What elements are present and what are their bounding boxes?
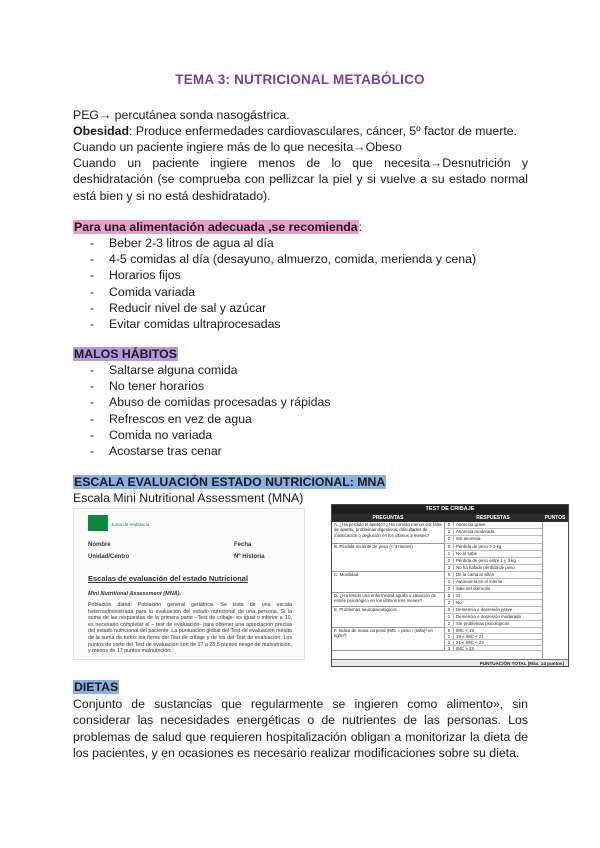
list-item: - Abuso de comidas procesadas y rápidas	[90, 394, 330, 410]
option-row: 2 Sin anorexia	[444, 536, 542, 544]
dietas-heading-line	[73, 679, 119, 695]
option-row: 0 Pérdida de peso > 3 kg	[444, 544, 542, 551]
malos-heading-line	[73, 346, 178, 362]
option-row: 3 IMC ≥ 23	[444, 646, 542, 651]
list-item: - Comida no variada	[90, 427, 330, 443]
question-f: F. Índice de masa corporal (IMC = peso / (talla)² en kg/m²)	[332, 628, 444, 651]
dietas-heading: DIETAS	[74, 680, 119, 694]
list-item: - Evitar comidas ultraprocesadas	[90, 316, 476, 332]
option-row: 1 Demencia o depresión moderada	[444, 614, 542, 621]
logo-text: Junta de Andalucía	[111, 522, 150, 527]
option-row: 0 Anorexia grave	[444, 522, 542, 529]
obesidad-text: : Produce enfermedades cardiovasculares, cáncer, 5º factor de muerte.	[129, 124, 517, 138]
test-header-row	[332, 514, 568, 522]
malos-habitos-heading: MALOS HÁBITOS	[74, 347, 177, 361]
puntos-column	[542, 522, 569, 658]
form-body: Población diana: Población general geriátrica. Se trata de una escala heteroadministrada para la evaluación del estado nutricional de una persona. Si la suma de las respuestas de la primera parte –Test de cribaje- es igual o inferior a 10, es necesario completar el – test de evaluación- para obtener una apreciación precisa del estado nutricional del paciente. La puntuación global del Test de evaluación resulta de la suma de todos los ítems del Test de cribaje y de los del Test de evaluación. Los puntos de corte del Test de evaluación son de 17 a 23,5 puntos riesgo de malnutrición, y menos de 17 puntos malnutrición.	[88, 602, 292, 655]
escala-subtitle: Escala Mini Nutritional Assessment (MNA)	[73, 491, 304, 505]
col-puntos: PUNTOS	[544, 515, 566, 521]
list-item: - Comida variada	[90, 284, 476, 300]
list-item: - Saltarse alguna comida	[90, 362, 330, 378]
test-total-row: PUNTUACIÓN TOTAL (Máx. 14 puntos)	[332, 659, 568, 666]
option-row: 2 Sin problemas psicológicos	[444, 621, 542, 628]
question-d: D. ¿Ha tenido una enfermedad aguda o situación de estrés psicológico en los últimos tres meses?	[332, 593, 444, 607]
dietas-paragraph: Conjunto de sustancias que regularmente se ingieren como alimento», sin considerar las necesidades energéticas o de nutrientes de las personas. Los problemas de salud que requieren hospitalización obligan a monitorizar la dieta de los pacientes, y en ocasiones es necesario realizar modificaciones sobre su dieta.	[73, 697, 528, 761]
option-row: 0 Sí	[444, 593, 542, 600]
test-cribaje-image	[331, 504, 569, 667]
alimentacion-list	[90, 235, 476, 332]
option-row: 2 No	[444, 600, 542, 607]
alimentacion-heading-line	[73, 219, 362, 235]
desnutricion-paragraph: Cuando un paciente ingiere menos de lo que necesita→Desnutrición y deshidratación (se comprueba con pellizcar la piel y si vuelve a su estado normal está bien y si no está deshidratado).	[73, 156, 528, 203]
question-e: E. Problemas neuropsicológicos	[332, 607, 444, 628]
test-title: TEST DE CRIBAJE	[332, 505, 568, 514]
form-heading: Escalas de evaluación del estado Nutricional	[88, 574, 249, 583]
escala-heading-line	[73, 474, 386, 490]
obesidad-line	[73, 123, 528, 139]
peg-line: PEG→ percutánea sonda nasogástrica.	[73, 108, 290, 122]
option-row: 0 De la cama al sillón	[444, 572, 542, 579]
option-row: 3 No ha habido pérdida de peso	[444, 565, 542, 572]
escala-heading: ESCALA EVALUACIÓN ESTADO NUTRICIONAL: MNA	[74, 475, 386, 489]
list-item: - Beber 2-3 litros de agua al día	[90, 235, 476, 251]
option-row: 1 Autonomía en el interior	[444, 579, 542, 586]
col-respuestas: RESPUESTAS	[476, 515, 510, 521]
form-subheading: Mini Nutritional Assessment (MNA).	[88, 591, 181, 597]
option-row: 1 No lo sabe	[444, 551, 542, 558]
list-item: - Reducir nivel de sal y azúcar	[90, 300, 476, 316]
junta-logo-icon	[88, 515, 108, 531]
list-item: - 4-5 comidas al día (desayuno, almuerzo, comida, merienda y cena)	[90, 251, 476, 267]
col-preguntas: PREGUNTAS	[372, 515, 404, 521]
list-item: - Horarios fijos	[90, 267, 476, 283]
option-row: 1 19 ≤ IMC < 21	[444, 634, 542, 640]
obeso-line: Cuando un paciente ingiere más de lo que necesita→Obeso	[73, 140, 402, 154]
option-row: 1 Anorexia moderada	[444, 529, 542, 536]
option-row: 0 Demencia o depresión grave	[444, 607, 542, 614]
malos-habitos-list	[90, 362, 330, 459]
list-item: - Refrescos en vez de agua	[90, 411, 330, 427]
form-nombre: Nombre	[88, 542, 111, 548]
option-row: 2 21 ≤ IMC < 23	[444, 640, 542, 646]
obesidad-label: Obesidad	[73, 124, 130, 138]
page-title: TEMA 3: NUTRICIONAL METABÓLICO	[175, 72, 425, 87]
list-item: - No tener horarios	[90, 378, 330, 394]
option-row: 0 IMC < 19	[444, 628, 542, 634]
option-row: 2 Sale del domicilio	[444, 586, 542, 593]
alimentacion-heading: Para una alimentación adecuada ,se recomienda	[74, 220, 358, 234]
test-body	[332, 522, 568, 658]
question-b: B. Pérdida reciente de peso (< 3 meses)	[332, 544, 444, 572]
question-c: C. Movilidad	[332, 572, 444, 593]
form-fecha: Fecha	[234, 542, 252, 548]
list-item: - Acostarse tras cenar	[90, 443, 330, 459]
form-historia: Nº Historia	[234, 554, 265, 560]
alimentacion-colon: :	[358, 220, 363, 234]
form-unidad: Unidad/Centro	[88, 554, 130, 560]
question-a: A. ¿Ha perdido el apetito? ¿Ha comido menos por falta de apetito, problemas digestivos, dificultades de masticación o deglución en los últimos 3 meses?	[332, 522, 444, 544]
option-row: 2 Pérdida de peso entre 1 y 3 kg	[444, 558, 542, 565]
mna-form-image	[73, 508, 305, 660]
